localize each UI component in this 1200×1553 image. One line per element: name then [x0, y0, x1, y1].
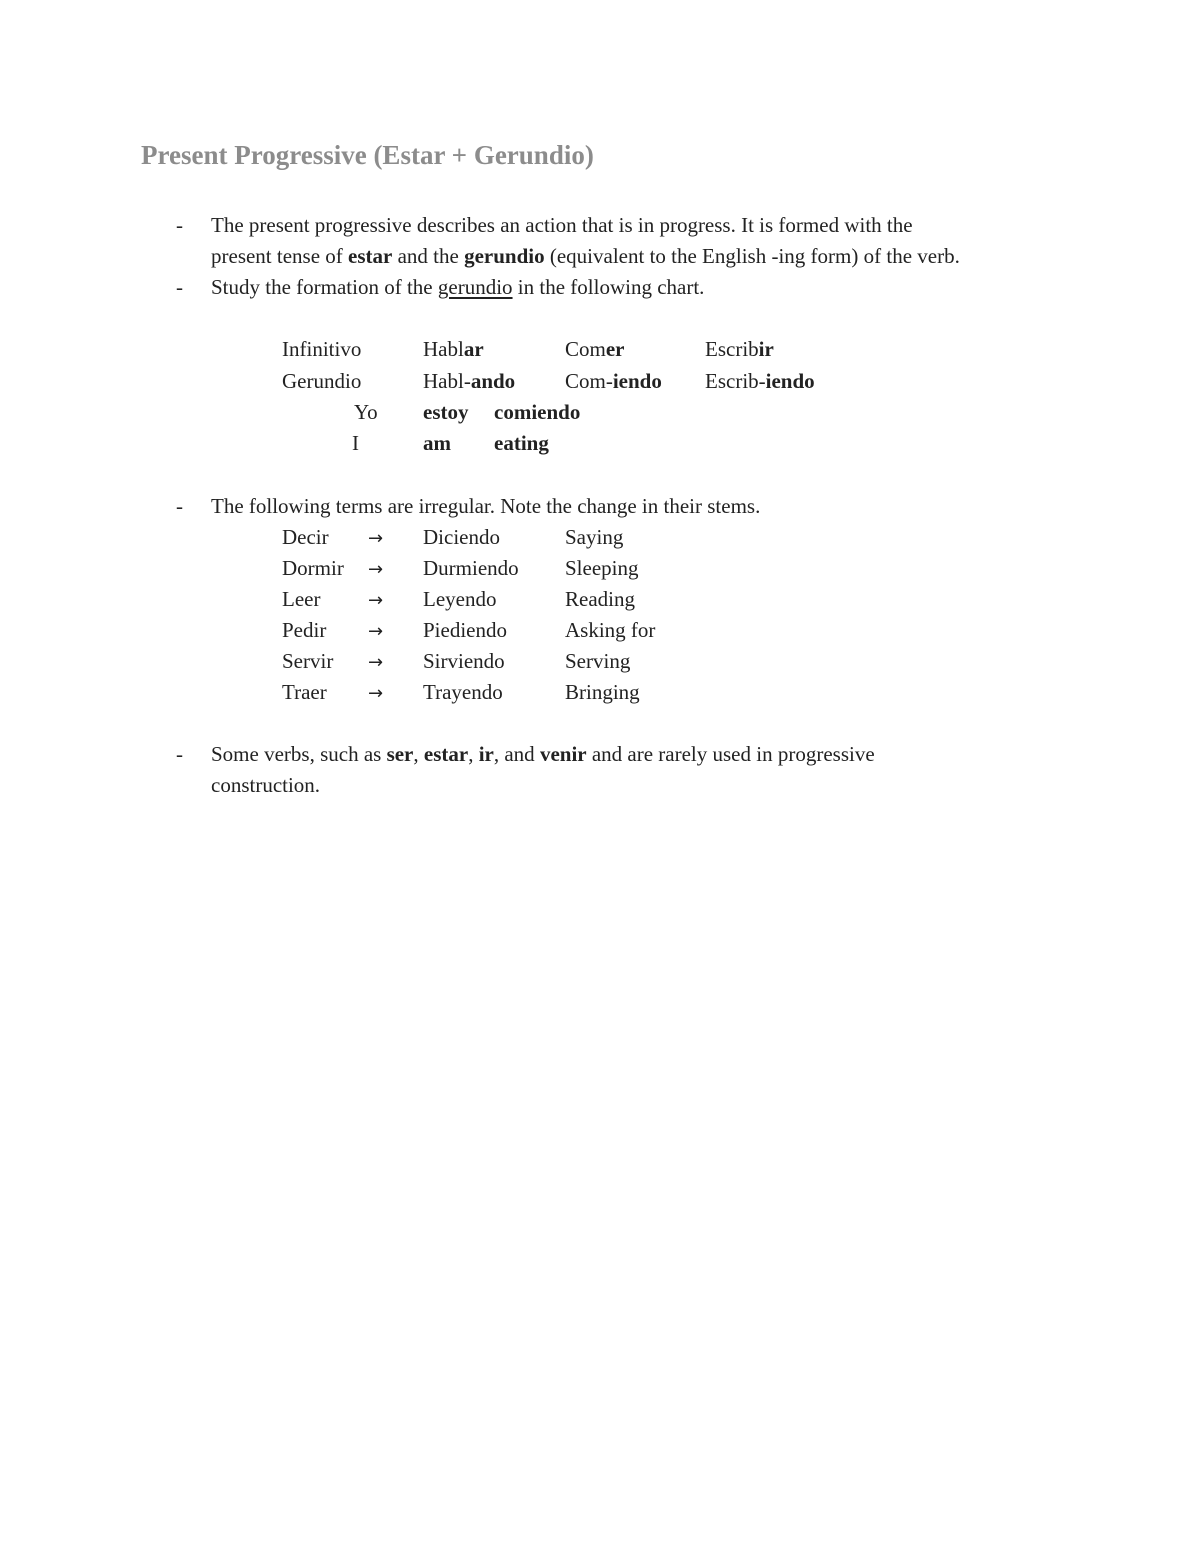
ir-term: ir — [478, 742, 494, 766]
study-paragraph — [211, 272, 1091, 303]
irregular-gerund: Durmiendo — [423, 556, 519, 580]
intro-text: and the — [392, 244, 465, 268]
irregular-gerund: Trayendo — [423, 680, 503, 704]
chart-label-infinitivo: Infinitivo — [282, 337, 362, 361]
example-verb-es: comiendo — [494, 400, 581, 424]
study-text: Study the formation of the — [211, 275, 438, 299]
bullet-marker: - — [176, 494, 183, 518]
irregular-gerund: Piediendo — [423, 618, 507, 642]
irregular-infinitive: Leer — [282, 587, 321, 611]
arrow-icon: → — [368, 559, 384, 580]
intro-paragraph — [211, 210, 1091, 272]
irregular-infinitive: Servir — [282, 649, 334, 673]
document-title: Present Progressive (Estar + Gerundio) — [141, 140, 594, 170]
irregular-english: Bringing — [565, 680, 640, 704]
ser-term: ser — [386, 742, 414, 766]
bullet-marker: - — [176, 213, 183, 237]
intro-text: The present progressive describes an action that is in progress. It is formed with the — [211, 213, 913, 237]
irregular-infinitive: Dormir — [282, 556, 344, 580]
irregular-english: Saying — [565, 525, 624, 549]
irregular-intro: The following terms are irregular. Note the change in their stems. — [211, 494, 761, 518]
bullet-marker: - — [176, 742, 183, 766]
example-subject-es: Yo — [354, 400, 378, 424]
chart-comiendo: Com-iendo — [565, 369, 662, 393]
irregular-infinitive: Pedir — [282, 618, 327, 642]
chart-escribiendo: Escrib-iendo — [705, 369, 815, 393]
estar-term: estar — [348, 244, 393, 268]
irregular-english: Asking for — [565, 618, 656, 642]
chart-hablando: Habl-ando — [423, 369, 516, 393]
estar-term: estar — [423, 742, 469, 766]
bullet-marker: - — [176, 275, 183, 299]
chart-comer: Comer — [565, 337, 625, 361]
irregular-infinitive: Decir — [282, 525, 329, 549]
irregular-english: Reading — [565, 587, 635, 611]
arrow-icon: → — [368, 652, 384, 673]
irregular-gerund: Sirviendo — [423, 649, 505, 673]
irregular-english: Serving — [565, 649, 631, 673]
intro-text: present tense of — [211, 244, 349, 268]
chart-label-gerundio: Gerundio — [282, 369, 362, 393]
chart-escribir: Escribir — [705, 337, 774, 361]
example-aux-en: am — [423, 431, 451, 455]
example-aux-es: estoy — [423, 400, 469, 424]
gerundio-underlined: gerundio — [437, 275, 513, 299]
closing-paragraph: Some verbs, such as ser, estar, ir, and venir and are rarely used in progressive construction. — [211, 742, 875, 797]
arrow-icon: → — [368, 528, 384, 549]
example-subject-en: I — [352, 431, 359, 455]
study-text: in the following chart. — [512, 275, 705, 299]
arrow-icon: → — [368, 621, 384, 642]
irregular-infinitive: Traer — [282, 680, 327, 704]
example-verb-en: eating — [494, 431, 549, 455]
chart-hablar: Hablar — [423, 337, 484, 361]
arrow-icon: → — [368, 590, 384, 611]
intro-text: (equivalent to the English -ing form) of the verb. — [544, 244, 960, 268]
arrow-icon: → — [368, 683, 384, 704]
irregular-english: Sleeping — [565, 556, 639, 580]
irregular-gerund: Diciendo — [423, 525, 500, 549]
gerundio-term: gerundio — [464, 244, 545, 268]
irregular-gerund: Leyendo — [423, 587, 497, 611]
venir-term: venir — [539, 742, 587, 766]
